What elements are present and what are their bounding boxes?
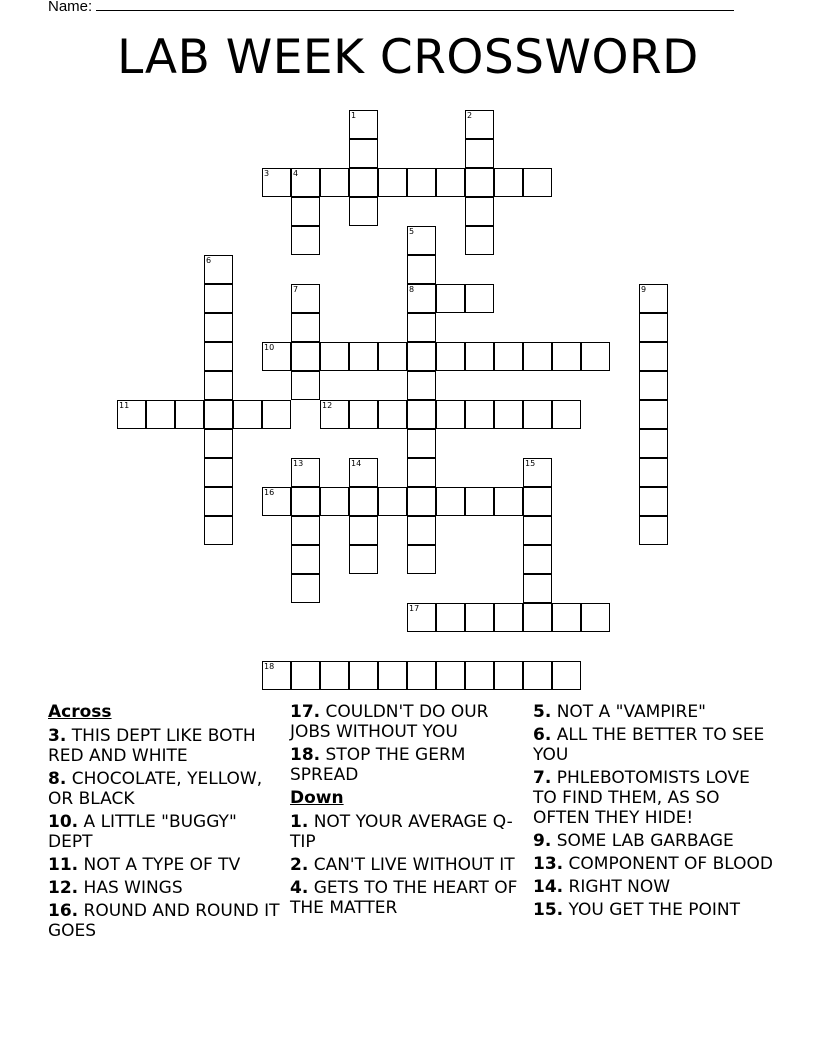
grid-cell[interactable] <box>407 313 436 342</box>
grid-cell[interactable] <box>291 284 320 313</box>
clue-number: 6 <box>206 256 212 265</box>
clue-column-3 <box>533 702 773 923</box>
grid-cell[interactable] <box>494 400 523 429</box>
grid-cell[interactable] <box>407 284 436 313</box>
grid-cell[interactable] <box>117 400 146 429</box>
grid-cell[interactable] <box>320 400 349 429</box>
clue-down-7: 7. PHLEBOTOMISTS LOVE TO FIND THEM, AS SO OFTEN THEY HIDE! <box>533 768 750 828</box>
grid-cell[interactable] <box>436 168 465 197</box>
clue-column-1 <box>48 702 280 944</box>
grid-cell[interactable] <box>523 545 552 574</box>
grid-cell[interactable] <box>494 342 523 371</box>
clue-down-15: 15. YOU GET THE POINT <box>533 900 740 920</box>
grid-cell[interactable] <box>291 197 320 226</box>
grid-cell[interactable] <box>349 545 378 574</box>
grid-cell[interactable] <box>407 226 436 255</box>
grid-cell[interactable] <box>349 458 378 487</box>
clue-down-5: 5. NOT A "VAMPIRE" <box>533 702 706 722</box>
clue-number: 8 <box>409 285 415 294</box>
grid-cell[interactable] <box>639 400 668 429</box>
grid-cell[interactable] <box>349 110 378 139</box>
grid-cell[interactable] <box>407 458 436 487</box>
grid-cell[interactable] <box>581 603 610 632</box>
grid-cell[interactable] <box>320 342 349 371</box>
clue-number: 18 <box>264 662 275 671</box>
grid-cell[interactable] <box>523 168 552 197</box>
grid-cell[interactable] <box>465 197 494 226</box>
grid-cell[interactable] <box>407 545 436 574</box>
grid-cell[interactable] <box>494 168 523 197</box>
grid-cell[interactable] <box>639 284 668 313</box>
grid-cell[interactable] <box>407 603 436 632</box>
grid-cell[interactable] <box>639 371 668 400</box>
clue-across-12: 12. HAS WINGS <box>48 878 183 898</box>
grid-cell[interactable] <box>233 400 262 429</box>
grid-cell[interactable] <box>204 313 233 342</box>
grid-cell[interactable] <box>639 487 668 516</box>
grid-cell[interactable] <box>552 342 581 371</box>
grid-cell[interactable] <box>407 661 436 690</box>
grid-cell[interactable] <box>407 342 436 371</box>
clue-across-8: 8. CHOCOLATE, YELLOW, OR BLACK <box>48 769 263 809</box>
clue-number: 16 <box>264 488 275 497</box>
grid-cell[interactable] <box>552 400 581 429</box>
grid-cell[interactable] <box>639 516 668 545</box>
grid-cell[interactable] <box>639 458 668 487</box>
grid-cell[interactable] <box>407 429 436 458</box>
grid-cell[interactable] <box>378 400 407 429</box>
down-heading: Down <box>290 788 344 808</box>
grid-cell[interactable] <box>291 487 320 516</box>
grid-cell[interactable] <box>349 400 378 429</box>
grid-cell[interactable] <box>320 661 349 690</box>
grid-cell[interactable] <box>465 487 494 516</box>
clue-down-4: 4. GETS TO THE HEART OF THE MATTER <box>290 878 518 918</box>
clue-across-17: 17. COULDN'T DO OUR JOBS WITHOUT YOU <box>290 702 489 742</box>
grid-cell[interactable] <box>204 284 233 313</box>
grid-cell[interactable] <box>552 603 581 632</box>
grid-cell[interactable] <box>639 313 668 342</box>
clue-across-11: 11. NOT A TYPE OF TV <box>48 855 241 875</box>
grid-cell[interactable] <box>378 661 407 690</box>
grid-cell[interactable] <box>204 429 233 458</box>
grid-cell[interactable] <box>349 168 378 197</box>
grid-cell[interactable] <box>436 400 465 429</box>
grid-cell[interactable] <box>262 400 291 429</box>
grid-cell[interactable] <box>639 342 668 371</box>
grid-cell[interactable] <box>407 487 436 516</box>
grid-cell[interactable] <box>291 661 320 690</box>
grid-cell[interactable] <box>349 516 378 545</box>
clue-number: 11 <box>119 401 130 410</box>
grid-cell[interactable] <box>523 458 552 487</box>
grid-cell[interactable] <box>465 661 494 690</box>
clue-down-1: 1. NOT YOUR AVERAGE Q-TIP <box>290 812 513 852</box>
grid-cell[interactable] <box>407 400 436 429</box>
clue-number: 7 <box>293 285 299 294</box>
clue-number: 2 <box>467 111 473 120</box>
clue-down-9: 9. SOME LAB GARBAGE <box>533 831 734 851</box>
grid-cell[interactable] <box>465 139 494 168</box>
clue-across-18: 18. STOP THE GERM SPREAD <box>290 745 466 785</box>
grid-cell[interactable] <box>146 400 175 429</box>
grid-cell[interactable] <box>465 400 494 429</box>
grid-cell[interactable] <box>523 516 552 545</box>
grid-cell[interactable] <box>349 342 378 371</box>
grid-cell[interactable] <box>494 603 523 632</box>
clue-number: 3 <box>264 169 270 178</box>
clue-number: 15 <box>525 459 536 468</box>
grid-cell[interactable] <box>204 342 233 371</box>
grid-cell[interactable] <box>320 487 349 516</box>
name-label: Name: <box>48 0 93 15</box>
grid-cell[interactable] <box>349 487 378 516</box>
clue-down-14: 14. RIGHT NOW <box>533 877 671 897</box>
grid-cell[interactable] <box>291 545 320 574</box>
grid-cell[interactable] <box>552 661 581 690</box>
grid-cell[interactable] <box>465 168 494 197</box>
grid-cell[interactable] <box>291 313 320 342</box>
grid-cell[interactable] <box>204 458 233 487</box>
grid-cell[interactable] <box>204 516 233 545</box>
grid-cell[interactable] <box>204 255 233 284</box>
grid-cell[interactable] <box>436 342 465 371</box>
grid-cell[interactable] <box>581 342 610 371</box>
grid-cell[interactable] <box>407 371 436 400</box>
grid-cell[interactable] <box>494 661 523 690</box>
grid-cell[interactable] <box>465 110 494 139</box>
grid-cell[interactable] <box>523 661 552 690</box>
grid-cell[interactable] <box>465 284 494 313</box>
grid-cell[interactable] <box>291 168 320 197</box>
grid-cell[interactable] <box>291 226 320 255</box>
grid-cell[interactable] <box>407 168 436 197</box>
grid-cell[interactable] <box>262 168 291 197</box>
grid-cell[interactable] <box>639 429 668 458</box>
grid-cell[interactable] <box>494 487 523 516</box>
grid-cell[interactable] <box>378 168 407 197</box>
clue-across-3: 3. THIS DEPT LIKE BOTH RED AND WHITE <box>48 726 256 766</box>
clue-number: 1 <box>351 111 357 120</box>
clue-number: 14 <box>351 459 362 468</box>
clue-across-16: 16. ROUND AND ROUND IT GOES <box>48 901 280 941</box>
grid-cell[interactable] <box>436 661 465 690</box>
grid-cell[interactable] <box>407 255 436 284</box>
grid-cell[interactable] <box>523 603 552 632</box>
grid-cell[interactable] <box>436 603 465 632</box>
clue-number: 5 <box>409 227 415 236</box>
grid-cell[interactable] <box>378 487 407 516</box>
clue-down-2: 2. CAN'T LIVE WITHOUT IT <box>290 855 515 875</box>
grid-cell[interactable] <box>291 458 320 487</box>
grid-cell[interactable] <box>262 487 291 516</box>
grid-cell[interactable] <box>407 516 436 545</box>
clue-down-13: 13. COMPONENT OF BLOOD <box>533 854 773 874</box>
clue-number: 12 <box>322 401 333 410</box>
grid-cell[interactable] <box>523 487 552 516</box>
clue-number: 10 <box>264 343 275 352</box>
grid-cell[interactable] <box>349 661 378 690</box>
grid-cell[interactable] <box>465 603 494 632</box>
grid-cell[interactable] <box>320 168 349 197</box>
grid-cell[interactable] <box>204 400 233 429</box>
grid-cell[interactable] <box>349 139 378 168</box>
grid-cell[interactable] <box>291 371 320 400</box>
grid-cell[interactable] <box>262 342 291 371</box>
clue-down-6: 6. ALL THE BETTER TO SEE YOU <box>533 725 765 765</box>
grid-cell[interactable] <box>291 574 320 603</box>
clue-across-10: 10. A LITTLE "BUGGY" DEPT <box>48 812 237 852</box>
grid-cell[interactable] <box>262 661 291 690</box>
page-title: LAB WEEK CROSSWORD <box>117 30 699 85</box>
grid-cell[interactable] <box>349 197 378 226</box>
clue-number: 9 <box>641 285 647 294</box>
grid-cell[interactable] <box>523 400 552 429</box>
grid-cell[interactable] <box>465 226 494 255</box>
grid-cell[interactable] <box>291 516 320 545</box>
grid-cell[interactable] <box>175 400 204 429</box>
clue-number: 4 <box>293 169 299 178</box>
grid-cell[interactable] <box>378 342 407 371</box>
grid-cell[interactable] <box>204 487 233 516</box>
grid-cell[interactable] <box>436 284 465 313</box>
grid-cell[interactable] <box>291 342 320 371</box>
clue-number: 13 <box>293 459 304 468</box>
grid-cell[interactable] <box>204 371 233 400</box>
grid-cell[interactable] <box>523 342 552 371</box>
grid-cell[interactable] <box>465 342 494 371</box>
clue-column-2 <box>290 702 522 921</box>
grid-cell[interactable] <box>436 487 465 516</box>
clue-number: 17 <box>409 604 420 613</box>
grid-cell[interactable] <box>523 574 552 603</box>
across-heading: Across <box>48 702 112 722</box>
